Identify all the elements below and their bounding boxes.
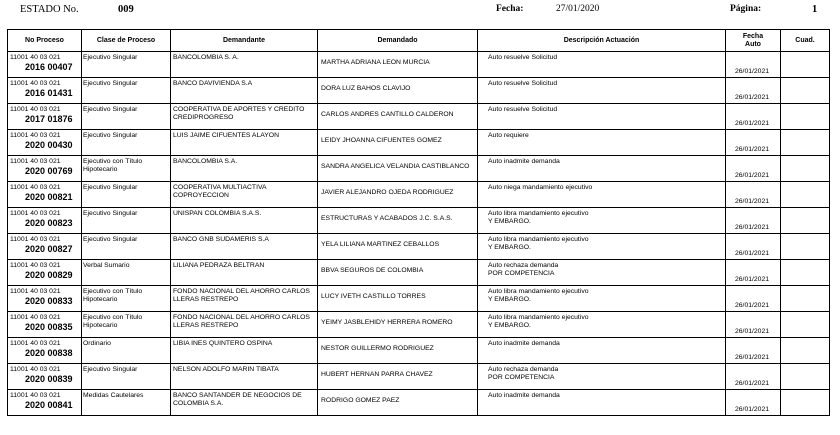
fecha-auto-text: 26/01/2021 xyxy=(735,276,770,284)
cell-fecha-auto xyxy=(726,234,781,260)
cell-descripcion xyxy=(478,104,726,130)
cell-no-proceso xyxy=(8,156,82,182)
cell-demandante xyxy=(171,130,318,156)
proceso-radicado: 11001 40 03 021 xyxy=(10,340,61,347)
cell-no-proceso xyxy=(8,52,82,78)
proceso-numero: 2020 00835 xyxy=(25,321,73,332)
cell-fecha-auto xyxy=(726,78,781,104)
cell-demandado xyxy=(318,312,478,338)
demandado-text: JAVIER ALEJANDRO OJEDA RODRIGUEZ xyxy=(321,189,454,196)
demandado-text: YEIMY JASBLEHIDY HERRERA ROMERO xyxy=(321,319,453,326)
cell-cuad xyxy=(781,286,830,312)
table-row xyxy=(8,390,830,416)
table-row xyxy=(8,182,830,208)
descripcion-text: Auto libra mandamiento ejecutivo Y EMBARGO. xyxy=(488,236,589,251)
cell-cuad xyxy=(781,208,830,234)
cell-descripcion xyxy=(478,364,726,390)
cell-descripcion xyxy=(478,156,726,182)
col-header-demandado: Demandado xyxy=(318,30,478,52)
pagina-number: 1 xyxy=(812,4,818,15)
fecha-auto-text: 26/01/2021 xyxy=(735,198,770,206)
clase-text: Ejecutivo Singular xyxy=(83,184,138,191)
demandante-text: FONDO NACIONAL DEL AHORRO CARLOS LLERAS RESTREPO xyxy=(173,314,310,329)
cell-fecha-auto xyxy=(726,156,781,182)
descripcion-text: Auto resuelve Solicitud xyxy=(488,80,558,87)
table-row xyxy=(8,130,830,156)
table-row xyxy=(8,364,830,390)
cell-clase xyxy=(82,364,171,390)
cell-clase xyxy=(82,286,171,312)
cell-cuad xyxy=(781,182,830,208)
cell-cuad xyxy=(781,130,830,156)
cell-demandado xyxy=(318,182,478,208)
clase-text: Ejecutivo con Título Hipotecario xyxy=(83,288,143,303)
fecha-auto-text: 26/01/2021 xyxy=(735,172,770,180)
demandado-text: YELA LILIANA MARTINEZ CEBALLOS xyxy=(321,241,440,248)
cell-descripcion xyxy=(478,78,726,104)
col-header-fecha-auto xyxy=(726,30,781,52)
fecha-auto-text: 26/01/2021 xyxy=(735,380,770,388)
cell-descripcion xyxy=(478,130,726,156)
demandado-text: LUCY IVETH CASTILLO TORRES xyxy=(321,293,426,300)
demandante-text: FONDO NACIONAL DEL AHORRO CARLOS LLERAS RESTREPO xyxy=(173,288,310,303)
fecha-value: 27/01/2020 xyxy=(556,4,600,14)
cell-demandante xyxy=(171,182,318,208)
clase-text: Ordinario xyxy=(83,340,111,347)
cell-demandante xyxy=(171,234,318,260)
demandante-text: BANCOLOMBIA S. A. xyxy=(173,54,239,61)
proceso-numero: 2020 00769 xyxy=(25,165,73,176)
pagina-label: Página: xyxy=(730,4,762,14)
actuaciones-table xyxy=(7,29,830,416)
proceso-numero: 2017 01876 xyxy=(25,113,73,124)
cell-clase xyxy=(82,338,171,364)
cell-cuad xyxy=(781,390,830,416)
descripcion-text: Auto inadmite demanda xyxy=(488,340,560,347)
descripcion-text: Auto resuelve Solicitud xyxy=(488,54,558,61)
cell-clase xyxy=(82,156,171,182)
table-row xyxy=(8,78,830,104)
cell-clase xyxy=(82,104,171,130)
cell-no-proceso xyxy=(8,78,82,104)
table-row xyxy=(8,312,830,338)
demandado-text: LEIDY JHOANNA CIFUENTES GOMEZ xyxy=(321,137,442,144)
estado-number: 009 xyxy=(118,4,134,15)
proceso-radicado: 11001 40 03 021 xyxy=(10,392,61,399)
descripcion-text: Auto rechaza demanda POR COMPETENCIA xyxy=(488,366,559,381)
proceso-radicado: 11001 40 03 021 xyxy=(10,314,61,321)
cell-clase xyxy=(82,182,171,208)
cell-fecha-auto xyxy=(726,364,781,390)
cell-fecha-auto xyxy=(726,182,781,208)
demandado-text: NESTOR GUILLERMO RODRIGUEZ xyxy=(321,345,434,352)
cell-demandado xyxy=(318,338,478,364)
proceso-numero: 2020 00823 xyxy=(25,217,73,228)
proceso-numero: 2016 00407 xyxy=(25,61,73,72)
proceso-radicado: 11001 40 03 021 xyxy=(10,236,61,243)
cell-descripcion xyxy=(478,312,726,338)
cell-no-proceso xyxy=(8,338,82,364)
fecha-auto-text: 26/01/2021 xyxy=(735,146,770,154)
col-header-fecha: Fecha xyxy=(742,32,764,40)
cell-fecha-auto xyxy=(726,390,781,416)
cell-fecha-auto xyxy=(726,104,781,130)
cell-demandado xyxy=(318,364,478,390)
cell-demandado xyxy=(318,104,478,130)
demandante-text: BANCO DAVIVIENDA S.A xyxy=(173,80,253,87)
proceso-radicado: 11001 40 03 021 xyxy=(10,262,61,269)
cell-no-proceso xyxy=(8,364,82,390)
col-header-no-proceso: No Proceso xyxy=(8,30,82,52)
descripcion-text: Auto libra mandamiento ejecutivo Y EMBARGO. xyxy=(488,288,589,303)
cell-fecha-auto xyxy=(726,312,781,338)
cell-fecha-auto xyxy=(726,208,781,234)
proceso-numero: 2020 00430 xyxy=(25,139,73,150)
fecha-auto-text: 26/01/2021 xyxy=(735,406,770,414)
proceso-radicado: 11001 40 03 021 xyxy=(10,210,61,217)
col-header-demandante: Demandante xyxy=(171,30,318,52)
descripcion-text: Auto libra mandamiento ejecutivo Y EMBARGO. xyxy=(488,314,589,329)
fecha-auto-text: 26/01/2021 xyxy=(735,354,770,362)
cell-descripcion xyxy=(478,52,726,78)
fecha-label: Fecha: xyxy=(496,4,524,14)
cell-clase xyxy=(82,130,171,156)
cell-demandado xyxy=(318,260,478,286)
demandante-text: LILIANA PEDRAZA BELTRAN xyxy=(173,262,265,269)
cell-demandante xyxy=(171,52,318,78)
table-header-row xyxy=(8,30,830,52)
proceso-radicado: 11001 40 03 021 xyxy=(10,132,61,139)
col-header-auto: Auto xyxy=(745,40,761,48)
clase-text: Ejecutivo Singular xyxy=(83,106,138,113)
proceso-radicado: 11001 40 03 021 xyxy=(10,288,61,295)
proceso-numero: 2020 00827 xyxy=(25,243,73,254)
demandante-text: UNISPAN COLOMBIA S.A.S. xyxy=(173,210,262,217)
proceso-radicado: 11001 40 03 021 xyxy=(10,158,61,165)
table-row xyxy=(8,52,830,78)
cell-cuad xyxy=(781,234,830,260)
cell-descripcion xyxy=(478,338,726,364)
proceso-numero: 2016 01431 xyxy=(25,87,73,98)
descripcion-text: Auto requiere xyxy=(488,132,529,139)
clase-text: Verbal Sumario xyxy=(83,262,130,269)
table-body xyxy=(8,52,830,416)
clase-text: Ejecutivo Singular xyxy=(83,54,138,61)
cell-no-proceso xyxy=(8,286,82,312)
fecha-auto-text: 26/01/2021 xyxy=(735,328,770,336)
cell-descripcion xyxy=(478,234,726,260)
cell-no-proceso xyxy=(8,182,82,208)
clase-text: Medidas Cautelares xyxy=(83,392,144,399)
col-header-clase: Clase de Proceso xyxy=(82,30,171,52)
cell-descripcion xyxy=(478,286,726,312)
proceso-radicado: 11001 40 03 021 xyxy=(10,106,61,113)
cell-no-proceso xyxy=(8,104,82,130)
cell-cuad xyxy=(781,364,830,390)
cell-cuad xyxy=(781,338,830,364)
cell-no-proceso xyxy=(8,130,82,156)
fecha-auto-text: 26/01/2021 xyxy=(735,250,770,258)
demandado-text: CARLOS ANDRES CANTILLO CALDERON xyxy=(321,111,454,118)
proceso-numero: 2020 00838 xyxy=(25,347,73,358)
estado-label: ESTADO No. xyxy=(20,4,79,15)
cell-clase xyxy=(82,78,171,104)
cell-fecha-auto xyxy=(726,130,781,156)
cell-demandante xyxy=(171,338,318,364)
cell-clase xyxy=(82,312,171,338)
table-row xyxy=(8,104,830,130)
cell-cuad xyxy=(781,52,830,78)
proceso-radicado: 11001 40 03 021 xyxy=(10,184,61,191)
proceso-numero: 2020 00829 xyxy=(25,269,73,280)
cell-demandado xyxy=(318,130,478,156)
descripcion-text: Auto rechaza demanda POR COMPETENCIA xyxy=(488,262,559,277)
cell-demandado xyxy=(318,52,478,78)
cell-demandante xyxy=(171,260,318,286)
clase-text: Ejecutivo con Título Hipotecario xyxy=(83,158,143,173)
cell-demandante xyxy=(171,208,318,234)
cell-fecha-auto xyxy=(726,260,781,286)
proceso-radicado: 11001 40 03 021 xyxy=(10,80,61,87)
proceso-numero: 2020 00841 xyxy=(25,399,73,410)
cell-demandado xyxy=(318,208,478,234)
cell-demandante xyxy=(171,390,318,416)
demandante-text: COOPERATIVA DE APORTES Y CREDITO CREDIPROGRESO xyxy=(173,106,305,121)
cell-descripcion xyxy=(478,260,726,286)
demandante-text: BANCO SANTANDER DE NEGOCIOS DE COLOMBIA S.A. xyxy=(173,392,302,407)
clase-text: Ejecutivo con Título Hipotecario xyxy=(83,314,143,329)
cell-demandante xyxy=(171,156,318,182)
descripcion-text: Auto resuelve Solicitud xyxy=(488,106,558,113)
demandado-text: HUBERT HERNAN PARRA CHAVEZ xyxy=(321,371,433,378)
cell-demandado xyxy=(318,234,478,260)
cell-demandado xyxy=(318,78,478,104)
fecha-auto-text: 26/01/2021 xyxy=(735,120,770,128)
table-row xyxy=(8,156,830,182)
clase-text: Ejecutivo Singular xyxy=(83,366,138,373)
table-row xyxy=(8,208,830,234)
table-row xyxy=(8,286,830,312)
proceso-numero: 2020 00821 xyxy=(25,191,73,202)
demandado-text: BBVA SEGUROS DE COLOMBIA xyxy=(321,267,424,274)
cell-descripcion xyxy=(478,208,726,234)
cell-descripcion xyxy=(478,390,726,416)
descripcion-text: Auto inadmite demanda xyxy=(488,158,560,165)
cell-no-proceso xyxy=(8,208,82,234)
cell-no-proceso xyxy=(8,312,82,338)
cell-fecha-auto xyxy=(726,286,781,312)
cell-demandado xyxy=(318,390,478,416)
fecha-auto-text: 26/01/2021 xyxy=(735,302,770,310)
demandante-text: LUIS JAIME CIFUENTES ALAYON xyxy=(173,132,280,139)
cell-demandante xyxy=(171,364,318,390)
col-header-descripcion: Descripción Actuación xyxy=(478,30,726,52)
descripcion-text: Auto inadmite demanda xyxy=(488,392,560,399)
proceso-radicado: 11001 40 03 021 xyxy=(10,366,61,373)
col-header-cuad: Cuad. xyxy=(781,30,830,52)
cell-cuad xyxy=(781,312,830,338)
proceso-numero: 2020 00839 xyxy=(25,373,73,384)
cell-demandante xyxy=(171,78,318,104)
cell-cuad xyxy=(781,104,830,130)
demandado-text: ESTRUCTURAS Y ACABADOS J.C. S.A.S. xyxy=(321,215,453,222)
proceso-radicado: 11001 40 03 021 xyxy=(10,54,61,61)
cell-no-proceso xyxy=(8,260,82,286)
table-row xyxy=(8,234,830,260)
cell-demandado xyxy=(318,286,478,312)
fecha-auto-text: 26/01/2021 xyxy=(735,68,770,76)
proceso-numero: 2020 00833 xyxy=(25,295,73,306)
demandado-text: RODRIGO GOMEZ PAEZ xyxy=(321,397,400,404)
demandado-text: MARTHA ADRIANA LEON MURCIA xyxy=(321,59,430,66)
cell-demandante xyxy=(171,312,318,338)
cell-demandante xyxy=(171,104,318,130)
cell-demandante xyxy=(171,286,318,312)
cell-demandado xyxy=(318,156,478,182)
cell-clase xyxy=(82,260,171,286)
demandante-text: BANCOLOMBIA S.A. xyxy=(173,158,238,165)
cell-cuad xyxy=(781,156,830,182)
demandante-text: BANCO GNB SUDAMERIS S.A xyxy=(173,236,269,243)
cell-cuad xyxy=(781,78,830,104)
demandante-text: COOPERATIVA MULTIACTIVA COPROYECCION xyxy=(173,184,267,199)
demandante-text: NELSON ADOLFO MARIN TIBATA xyxy=(173,366,279,373)
fecha-auto-text: 26/01/2021 xyxy=(735,94,770,102)
demandado-text: SANDRA ANGELICA VELANDIA CASTIBLANCO xyxy=(321,163,470,170)
demandante-text: LIBIA INES QUINTERO OSPINA xyxy=(173,340,273,347)
demandado-text: DORA LUZ BAHOS CLAVIJO xyxy=(321,85,411,92)
cell-clase xyxy=(82,234,171,260)
fecha-auto-text: 26/01/2021 xyxy=(735,224,770,232)
cell-descripcion xyxy=(478,182,726,208)
cell-clase xyxy=(82,52,171,78)
cell-no-proceso xyxy=(8,390,82,416)
cell-no-proceso xyxy=(8,234,82,260)
document-header xyxy=(0,4,840,22)
clase-text: Ejecutivo Singular xyxy=(83,132,138,139)
table-row xyxy=(8,260,830,286)
cell-fecha-auto xyxy=(726,338,781,364)
table-row xyxy=(8,338,830,364)
cell-clase xyxy=(82,390,171,416)
clase-text: Ejecutivo Singular xyxy=(83,80,138,87)
clase-text: Ejecutivo Singular xyxy=(83,236,138,243)
cell-clase xyxy=(82,208,171,234)
descripcion-text: Auto niega mandamiento ejecutivo xyxy=(488,184,593,191)
clase-text: Ejecutivo Singular xyxy=(83,210,138,217)
cell-cuad xyxy=(781,260,830,286)
descripcion-text: Auto libra mandamiento ejecutivo Y EMBARGO. xyxy=(488,210,589,225)
cell-fecha-auto xyxy=(726,52,781,78)
